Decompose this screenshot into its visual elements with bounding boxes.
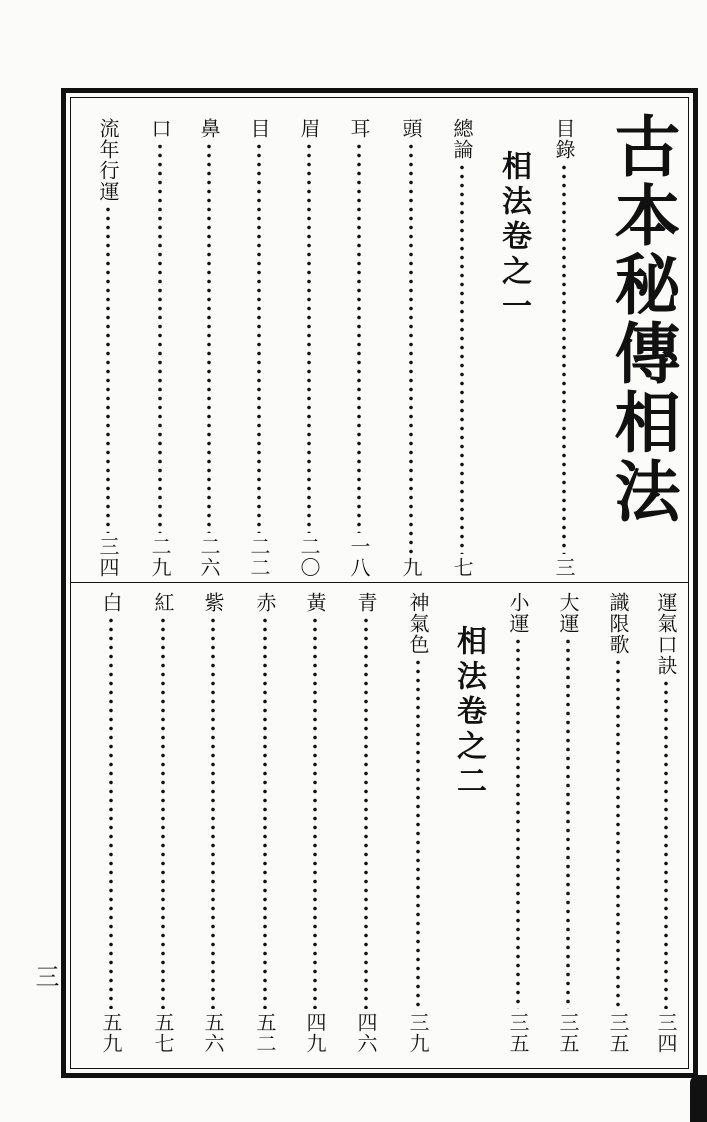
toc-entry-major-fortune[interactable]: 大運 三五 (556, 592, 580, 1054)
toc-entry-brow[interactable]: 眉 二〇 (297, 118, 321, 578)
toc-entry-limit-song[interactable]: 識限歌 三五 (606, 592, 630, 1054)
toc-entry-nose[interactable]: 鼻 二六 (197, 118, 221, 578)
toc-page-number: 四六 (354, 1012, 378, 1054)
page-edge-shadow (690, 1075, 707, 1122)
page-number: 三 (31, 964, 59, 988)
toc-entry-annual-fortune[interactable]: 流年行運 三四 (96, 118, 120, 578)
toc-entry-head[interactable]: 頭 九 (399, 118, 423, 578)
toc-entry-yellow[interactable]: 黃 四九 (303, 592, 327, 1054)
toc-page-number: 三四 (654, 1012, 678, 1054)
toc-page-number: 五九 (99, 1012, 123, 1054)
volume-heading-2: 相法卷之二 (451, 625, 486, 800)
toc-page-number: 五六 (201, 1012, 225, 1054)
toc-entry-contents[interactable]: 目錄 三 (552, 118, 576, 578)
toc-page-number: 三 (552, 557, 576, 578)
toc-page-number: 三五 (606, 1012, 630, 1054)
toc-entry-minor-fortune[interactable]: 小運 三五 (506, 592, 530, 1054)
toc-page-number: 三九 (406, 1012, 430, 1054)
toc-page-number: 二〇 (297, 536, 321, 578)
toc-entry-blue[interactable]: 青 四六 (354, 592, 378, 1054)
toc-page-number: 三五 (556, 1012, 580, 1054)
book-title: 古本秘傳相法 (603, 112, 680, 526)
toc-page-number: 二二 (247, 536, 271, 578)
toc-page-number: 四九 (303, 1012, 327, 1054)
toc-entry-purple[interactable]: 紫 五六 (201, 592, 225, 1054)
toc-page-number: 七 (450, 557, 474, 578)
toc-page-number: 二六 (197, 536, 221, 578)
toc-page-number: 九 (399, 557, 423, 578)
toc-entry-crimson[interactable]: 赤 五二 (253, 592, 277, 1054)
toc-entry-general[interactable]: 總論 七 (450, 118, 474, 578)
toc-entry-white[interactable]: 白 五九 (99, 592, 123, 1054)
toc-page-number: 五二 (253, 1012, 277, 1054)
toc-page-number: 五七 (151, 1012, 175, 1054)
toc-page-number: 三四 (96, 536, 120, 578)
volume-heading-1: 相法卷之一 (496, 150, 531, 325)
section-divider (70, 582, 689, 583)
toc-page-number: 一八 (347, 536, 371, 578)
toc-entry-eye[interactable]: 目 二二 (247, 118, 271, 578)
toc-entry-ear[interactable]: 耳 一八 (347, 118, 371, 578)
toc-page-number: 三五 (506, 1012, 530, 1054)
toc-entry-red[interactable]: 紅 五七 (151, 592, 175, 1054)
toc-entry-mouth[interactable]: 口 二九 (148, 118, 172, 578)
toc-entry-fortune-formula[interactable]: 運氣口訣 三四 (654, 592, 678, 1054)
toc-entry-spirit-complexion[interactable]: 神氣色 三九 (406, 592, 430, 1054)
toc-page-number: 二九 (148, 536, 172, 578)
